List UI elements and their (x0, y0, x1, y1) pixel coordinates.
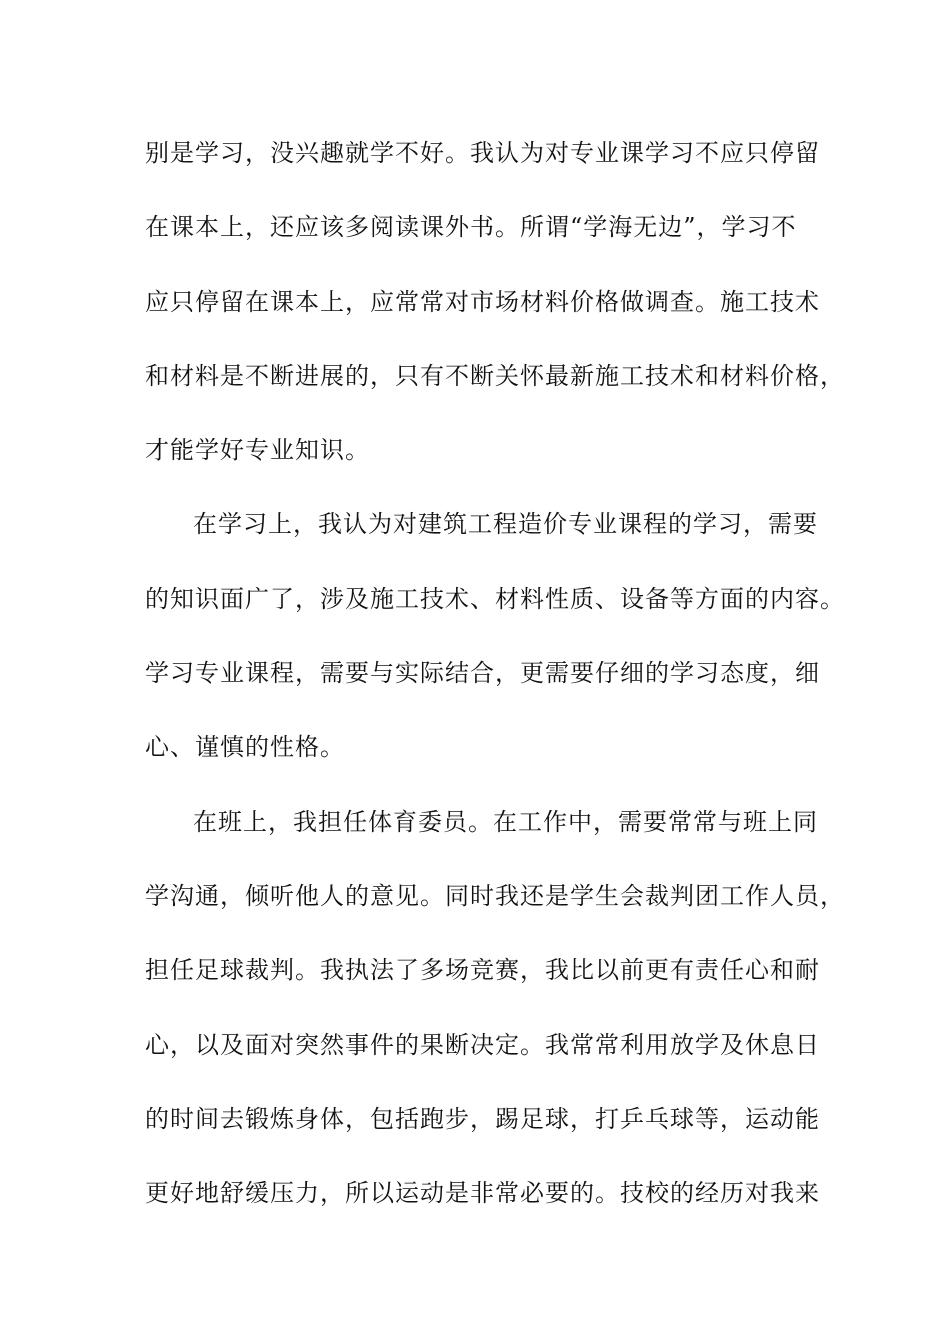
text-line: 和材料是不断进展的，只有不断关怀最新施工技术和材料价格， (145, 361, 845, 390)
text-line: 的时间去锻炼身体，包括跑步，踢足球，打乒乓球等，运动能 (145, 1104, 820, 1133)
text-line: 心，以及面对突然事件的果断决定。我常常利用放学及休息日 (145, 1030, 820, 1059)
text-line: 学沟通，倾听他人的意见。同时我还是学生会裁判团工作人员， (145, 881, 845, 910)
text-line: 更好地舒缓压力，所以运动是非常必要的。技校的经历对我来 (145, 1179, 820, 1208)
text-line: 的知识面广了，涉及施工技术、材料性质、设备等方面的内容。 (145, 584, 845, 613)
body-text (145, 128, 845, 1242)
text-line: 在课本上，还应该多阅读课外书。所谓“学海无边”，学习不 (145, 213, 797, 242)
text-line: 学习专业课程，需要与实际结合，更需要仔细的学习态度，细 (145, 659, 820, 688)
paragraph-start-line: 在学习上，我认为对建筑工程造价专业课程的学习，需要 (193, 510, 818, 539)
text-line: 才能学好专业知识。 (145, 436, 370, 465)
text-line: 应只停留在课本上，应常常对市场材料价格做调查。施工技术 (145, 287, 820, 316)
text-line: 担任足球裁判。我执法了多场竞赛，我比以前更有责任心和耐 (145, 956, 820, 985)
paragraph-start-line: 在班上，我担任体育委员。在工作中，需要常常与班上同 (193, 807, 818, 836)
text-line: 心、谨慎的性格。 (145, 733, 345, 762)
text-line: 别是学习，没兴趣就学不好。我认为对专业课学习不应只停留 (145, 139, 820, 167)
